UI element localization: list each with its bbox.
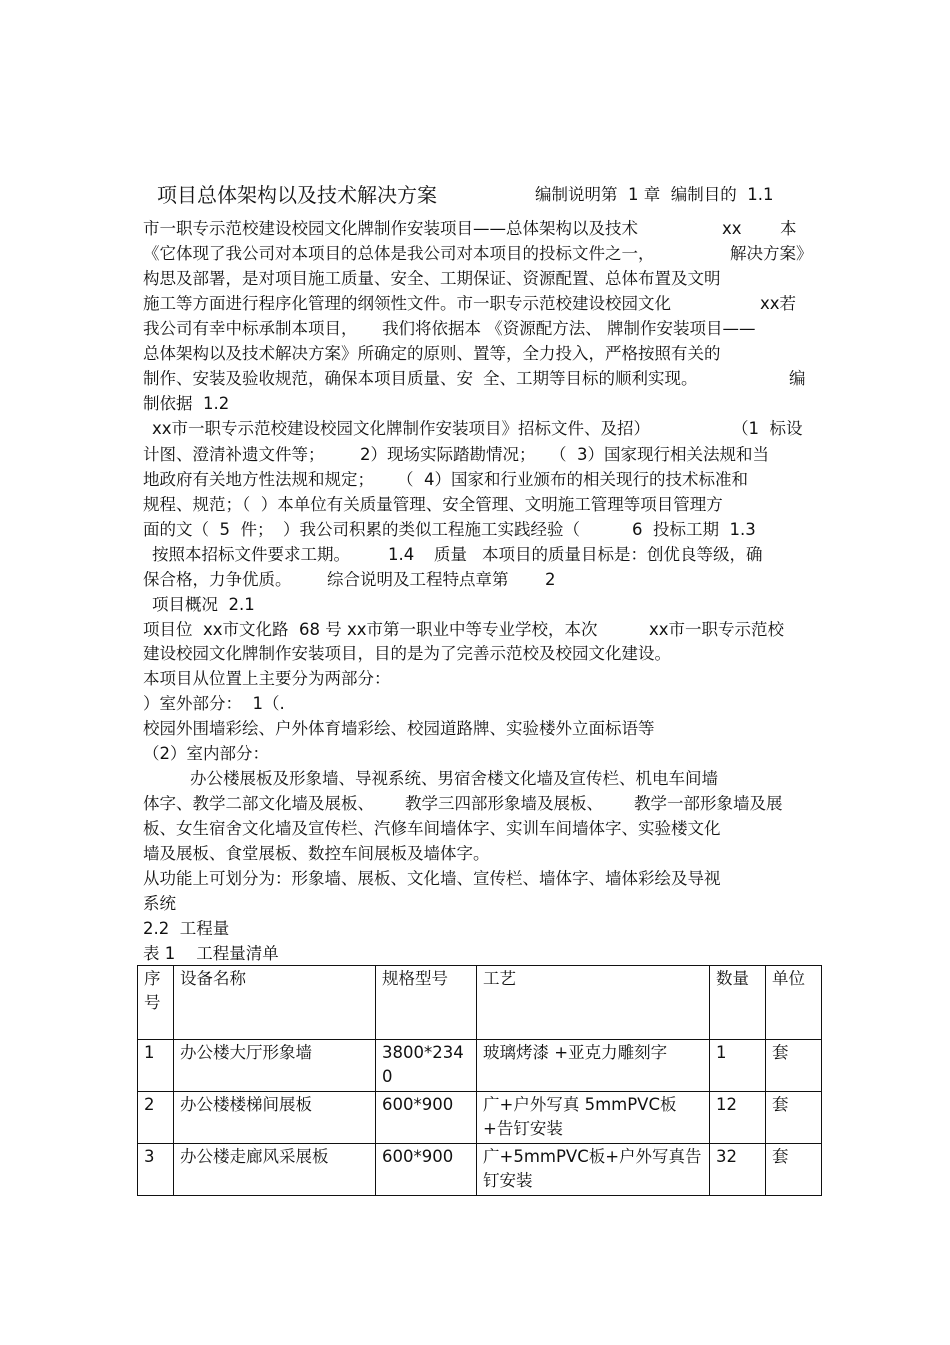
text-line [0, 916, 950, 942]
text-line [0, 416, 950, 442]
text-segment: 办公楼展板及形象墙、导视系统、男宿舍楼文化墙及宣传栏、机电车间墙 [190, 769, 718, 788]
table-cell: 12 [710, 1092, 766, 1144]
text-line [0, 241, 950, 267]
text-segment: 2.2 工程量 [143, 919, 230, 938]
text-segment: 体字、教学二部文化墙及展板、 [143, 794, 374, 813]
table-header-cell: 数量 [710, 966, 766, 1040]
text-segment: 建设校园文化牌制作安装项目，目的是为了完善示范校及校园文化建设。 [143, 644, 671, 663]
text-line [0, 442, 950, 468]
text-segment: 本 [780, 219, 797, 238]
table-header-cell: 规格型号 [376, 966, 477, 1040]
text-line [0, 641, 950, 667]
table-row [138, 1092, 822, 1144]
text-segment: （ 3）国家现行相关法规和当 [550, 445, 769, 464]
table-header-cell: 工艺 [477, 966, 710, 1040]
table-cell: 套 [766, 1092, 822, 1144]
text-segment: 我公司有幸中标承制本项目， [143, 319, 358, 338]
quantity-table [137, 965, 822, 1196]
text-line [0, 941, 950, 967]
text-line [0, 366, 950, 392]
text-segment: 表 1 工程量清单 [143, 944, 279, 963]
text-segment: xx市一职专示范校 [649, 620, 785, 639]
text-segment: 制依据 1.2 [143, 394, 230, 413]
text-line [0, 666, 950, 692]
table-header-cell: 单位 [766, 966, 822, 1040]
text-segment: 2 [545, 570, 556, 589]
text-segment: 计图、澄清补遗文件等； [143, 445, 325, 464]
title-line [0, 180, 950, 210]
text-line [0, 517, 950, 543]
text-segment: 我们将依据本 《资源配方法、 牌制作安装项目—— [382, 319, 756, 338]
text-segment: （2）室内部分： [143, 744, 269, 763]
text-segment: 教学一部形象墙及展 [634, 794, 783, 813]
text-line [0, 542, 950, 568]
text-line [0, 216, 950, 242]
text-segment: 2）现场实际踏勘情况； [360, 445, 536, 464]
table-row [138, 1040, 822, 1092]
text-segment: 《它体现了我公司对本项目的总体是我公司对本项目的投标文件之一， [143, 244, 655, 263]
table-cell: 600*900 [376, 1092, 477, 1144]
text-line [0, 592, 950, 618]
text-segment: 项目位 xx市文化路 68 号 xx市第一职业中等专业学校，本次 [143, 620, 598, 639]
text-segment: 6 投标工期 1.3 [632, 520, 756, 539]
text-segment: xx若 [760, 294, 797, 313]
text-line [0, 741, 950, 767]
text-segment: 施工等方面进行程序化管理的纲领性文件。市一职专示范校建设校园文化 [143, 294, 671, 313]
table-cell: 32 [710, 1144, 766, 1196]
text-segment: （ 4）国家和行业颁布的相关现行的技术标准和 [397, 470, 748, 489]
text-segment: xx市一职专示范校建设校园文化牌制作安装项目》招标文件、及招） [152, 419, 651, 438]
table-cell: 广+户外写真 5mmPVC板+告钉安装 [477, 1092, 710, 1144]
text-segment: 规程、规范；（ ）本单位有关质量管理、安全管理、文明施工管理等项目管理方 [143, 495, 723, 514]
text-line [0, 567, 950, 593]
table-cell: 办公楼楼梯间展板 [174, 1092, 376, 1144]
text-segment: 1.4 [388, 545, 415, 564]
table-cell: 2 [138, 1092, 174, 1144]
table-cell: 3800*2340 [376, 1040, 477, 1092]
text-line [0, 866, 950, 892]
text-segment: （1 标设 [732, 419, 803, 438]
text-line [0, 691, 950, 717]
table-cell: 1 [710, 1040, 766, 1092]
text-line [0, 316, 950, 342]
text-line [0, 816, 950, 842]
text-segment: 全、工期等目标的顺利实现。 [483, 369, 698, 388]
text-segment: 系统 [143, 894, 176, 913]
table-cell: 办公楼走廊风采展板 [174, 1144, 376, 1196]
document-title: 项目总体架构以及技术解决方案 [157, 183, 437, 207]
text-segment: 教学三四部形象墙及展板、 [405, 794, 603, 813]
title-trailing-text: 编制说明第 1 章 编制目的 1.1 [535, 185, 774, 204]
text-segment: ）室外部分： 1（. [143, 694, 285, 713]
table-header-row [138, 966, 822, 1040]
text-segment: 保合格，力争优质。 [143, 570, 292, 589]
text-line [0, 492, 950, 518]
table-row [138, 1144, 822, 1196]
text-segment: 质量 [434, 545, 467, 564]
text-line [0, 716, 950, 742]
text-segment: 综合说明及工程特点章第 [327, 570, 509, 589]
table-cell: 套 [766, 1144, 822, 1196]
table-cell: 1 [138, 1040, 174, 1092]
text-segment: 市一职专示范校建设校园文化牌制作安装项目——总体架构以及技术 [143, 219, 638, 238]
text-segment: 地政府有关地方性法规和规定； [143, 470, 374, 489]
text-line [0, 791, 950, 817]
text-line [0, 891, 950, 917]
text-line [0, 617, 950, 643]
table-cell: 玻璃烤漆 +亚克力雕刻字 [477, 1040, 710, 1092]
text-segment: 制作、安装及验收规范，确保本项目质量、安 [143, 369, 473, 388]
text-segment: 项目概况 2.1 [152, 595, 255, 614]
text-segment: 面的文（ 5 件； [143, 520, 274, 539]
text-segment: 板、女生宿舍文化墙及宣传栏、汽修车间墙体字、实训车间墙体字、实验楼文化 [143, 819, 721, 838]
text-segment: 本项目的质量目标是：创优良等级，确 [482, 545, 763, 564]
table-header-cell: 设备名称 [174, 966, 376, 1040]
text-line [0, 291, 950, 317]
table-cell: 办公楼大厅形象墙 [174, 1040, 376, 1092]
text-segment: 按照本招标文件要求工期。 [152, 545, 350, 564]
text-line [0, 467, 950, 493]
table-cell: 广+5mmPVC板+户外写真告钉安装 [477, 1144, 710, 1196]
text-line [0, 841, 950, 867]
text-segment: 构思及部署，是对项目施工质量、安全、工期保证、资源配置、总体布置及文明 [143, 269, 721, 288]
table-header-cell: 序号 [138, 966, 174, 1040]
text-line [0, 341, 950, 367]
table-cell: 套 [766, 1040, 822, 1092]
table-cell: 600*900 [376, 1144, 477, 1196]
text-segment: 从功能上可划分为：形象墙、展板、文化墙、宣传栏、墙体字、墙体彩绘及导视 [143, 869, 721, 888]
text-segment: 总体架构以及技术解决方案》所确定的原则、置等，全力投入，严格按照有关的 [143, 344, 721, 363]
text-line [0, 266, 950, 292]
table-cell: 3 [138, 1144, 174, 1196]
text-line [0, 391, 950, 417]
text-segment: 解决方案》 [730, 244, 813, 263]
text-line [0, 766, 950, 792]
text-segment: 本项目从位置上主要分为两部分： [143, 669, 391, 688]
text-segment: xx [722, 219, 742, 238]
text-segment: 校园外围墙彩绘、户外体育墙彩绘、校园道路牌、实验楼外立面标语等 [143, 719, 655, 738]
text-segment: ）我公司积累的类似工程施工实践经验（ [283, 520, 580, 539]
text-segment: 墙及展板、食堂展板、数控车间展板及墙体字。 [143, 844, 490, 863]
text-segment: 编 [789, 369, 806, 388]
